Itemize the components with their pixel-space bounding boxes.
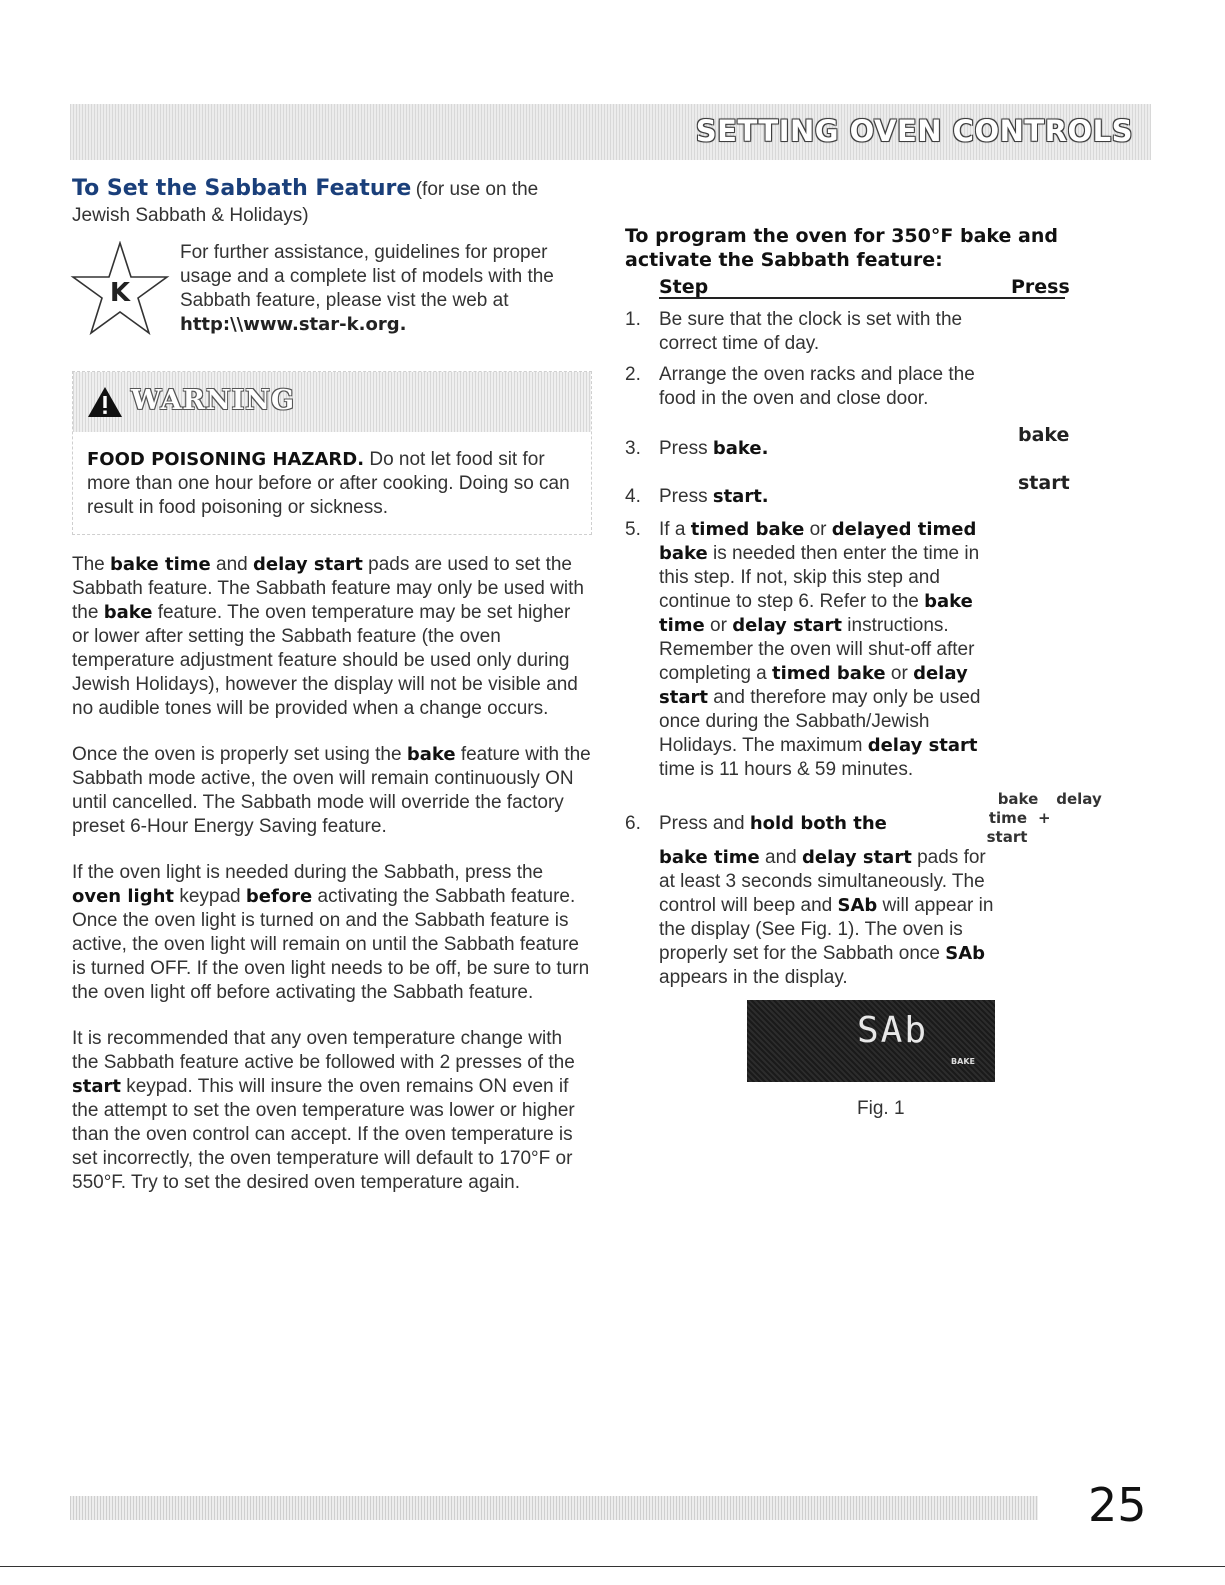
text-run: Press and (659, 813, 750, 834)
text-run: feature. The oven temperature may be set higher or lower after setting the Sabbath feature (the oven temperature adjustment feature should be used only during Jewish Holidays), however the display will not be visible and no audible tones will be provided when a change occurs. (72, 602, 578, 719)
text-run: Press (659, 486, 713, 507)
warning-body (73, 432, 591, 534)
display-bake-indicator: BAKE (951, 1057, 975, 1066)
page-number: 25 (1088, 1478, 1147, 1532)
bold-term: delay start (802, 847, 912, 868)
text-run: keypad. This will insure the oven remains ON even if the attempt to set the oven temperature was lower or higher than the oven control can accept. If the oven temperature is set incorrectly, the oven temperature will default to 170°F or 550°F. Try to set the desired oven temperature again. (72, 1076, 575, 1193)
text-run: feature with the Sabbath mode active, the oven will remain continuously ON until cancelled. The Sabbath mode will override the factory preset 6-Hour Energy Saving feature. (72, 744, 591, 837)
bold-term: delay start (253, 554, 363, 575)
program-title: To program the oven for 350°F bake and activate the Sabbath feature: (625, 225, 1058, 271)
step-1 (625, 308, 1125, 356)
left-column (72, 176, 592, 1195)
paragraph-oven-light (72, 861, 592, 1005)
step-3 (625, 424, 1125, 461)
bold-term: SAb (837, 895, 878, 916)
text-run: will appear in the display (See Fig. 1). The oven is properly set for the Sabbath once (659, 895, 994, 964)
press-column-header: Press (1011, 276, 1070, 298)
step-table-header (625, 276, 1125, 304)
warning-label: WARNING (131, 385, 296, 416)
press-bake-time-plus-delay-start[interactable] (985, 790, 1105, 847)
text-run: It is recommended that any oven temperature change with the Sabbath feature active be followed with 2 presses of the (72, 1028, 575, 1073)
display-readout: SAb (857, 1010, 929, 1051)
text-run: activating the Sabbath feature. Once the oven light is turned on and the Sabbath feature is active, the oven light will remain on until the Sabbath feature is turned OFF. If the oven light needs to be off, be sure to turn the oven light off before activating the Sabbath feature. (72, 886, 590, 1003)
bold-term: start. (712, 486, 769, 507)
text-run: keypad (174, 886, 246, 907)
bold-term: hold both the (749, 813, 887, 834)
combo-bottom-row (985, 809, 1105, 847)
text-run: pads for at least 3 seconds simultaneously. The control will beep and (659, 847, 986, 916)
header-band (70, 104, 1151, 160)
warning-header (73, 372, 591, 432)
sabbath-subtitle: Jewish Sabbath & Holidays) (72, 205, 309, 226)
star-k-letter: K (109, 278, 131, 308)
bold-term: delay start (867, 735, 978, 756)
header-underline (659, 297, 1065, 299)
sabbath-title-suffix: (for use on the (415, 179, 539, 200)
key-bake: bake (997, 790, 1039, 808)
step-number: 4. (625, 486, 641, 507)
oven-display-figure (747, 1000, 995, 1082)
bottom-rule (0, 1566, 1225, 1567)
bold-term: bake. (712, 438, 769, 459)
bold-term: start (72, 1076, 121, 1097)
step-number: 3. (625, 438, 641, 459)
step-6 (625, 790, 1125, 990)
key-time: time (988, 809, 1027, 827)
page-section-title: SETTING OVEN CONTROLS (695, 114, 1133, 148)
text-run: and (759, 847, 802, 868)
star-k-icon (70, 241, 170, 341)
warning-text: Do not let food sit for more than one hour before or after cooking. Doing so can result in food poisoning or sickness. (87, 449, 570, 518)
bold-term: bake (406, 744, 456, 765)
text-run: Once the oven is properly set using the (72, 744, 407, 765)
star-k-text (180, 241, 580, 337)
step-number: 1. (625, 309, 641, 330)
footer-band (70, 1496, 1038, 1520)
text-run: If a (659, 519, 691, 540)
key-start: start (986, 828, 1028, 846)
bold-term: delay start (659, 663, 968, 708)
star-k-link[interactable]: http:\\www.star-k.org. (180, 314, 407, 335)
step-number: 2. (625, 364, 641, 385)
warning-box (72, 371, 592, 535)
paragraph-sabbath-mode (72, 743, 592, 839)
bold-term: delay start (732, 615, 843, 636)
sabbath-heading (72, 176, 592, 201)
step-4 (625, 472, 1125, 509)
step-text: Be sure that the clock is set with the correct time of day. (659, 309, 963, 354)
bold-term: SAb (945, 943, 986, 964)
bold-term: timed bake (690, 519, 805, 540)
text-run: and therefore may only be used once during the Sabbath/Jewish Holidays. The maximum (659, 687, 981, 756)
figure-caption: Fig. 1 (857, 1098, 905, 1119)
text-run: appears in the display. (659, 967, 848, 988)
star-k-description: For further assistance, guidelines for proper usage and a complete list of models with the Sabbath feature, please vist the web at (180, 242, 554, 311)
step-number: 5. (625, 519, 641, 540)
step-number: 6. (625, 813, 641, 834)
text-run: The (72, 554, 111, 575)
text-run: or (885, 663, 914, 684)
text-run: time is 11 hours & 59 minutes. (659, 759, 914, 780)
step-2 (625, 363, 1125, 411)
bold-term: oven light (72, 886, 175, 907)
combo-top-row (985, 790, 1105, 809)
text-run: instructions. Remember the oven will shut-off after completing a (659, 615, 975, 684)
press-start-key[interactable]: start (1018, 472, 1070, 494)
paragraph-bake-pads (72, 553, 592, 721)
text-run: or (704, 615, 733, 636)
star-k-block (72, 241, 592, 363)
text-run: If the oven light is needed during the Sabbath, press the (72, 862, 544, 883)
text-run: Press (659, 438, 713, 459)
text-run: or (804, 519, 832, 540)
step-column-header: Step (659, 276, 709, 298)
right-column (625, 224, 1125, 990)
bold-term: before (245, 886, 313, 907)
bold-term: delayed timed bake (659, 519, 977, 564)
bold-term: bake time (659, 847, 760, 868)
step-5 (625, 518, 1125, 782)
step-text (659, 437, 1004, 461)
step-text (659, 485, 1004, 509)
step-text (659, 812, 1004, 990)
sabbath-title: To Set the Sabbath Feature (72, 176, 412, 201)
text-run: pads are used to set the Sabbath feature. The Sabbath feature may only be used with the (72, 554, 584, 623)
warning-hazard: FOOD POISONING HAZARD. (87, 449, 365, 470)
step-text (659, 518, 1004, 782)
plus-sign: + (1037, 809, 1051, 827)
text-run: is needed then enter the time in this step. If not, skip this step and continue to step 6. Refer to the (659, 543, 980, 612)
bold-term: bake time (110, 554, 211, 575)
bold-term: timed bake (772, 663, 886, 684)
bold-term: bake (103, 602, 153, 623)
paragraph-temperature-change (72, 1027, 592, 1195)
key-delay: delay (1056, 790, 1102, 808)
bold-term: bake time (659, 591, 973, 636)
step-text: Arrange the oven racks and place the food in the oven and close door. (659, 364, 975, 409)
text-run: and (210, 554, 254, 575)
press-bake-key[interactable]: bake (1018, 424, 1070, 446)
warning-triangle-icon (87, 386, 123, 418)
